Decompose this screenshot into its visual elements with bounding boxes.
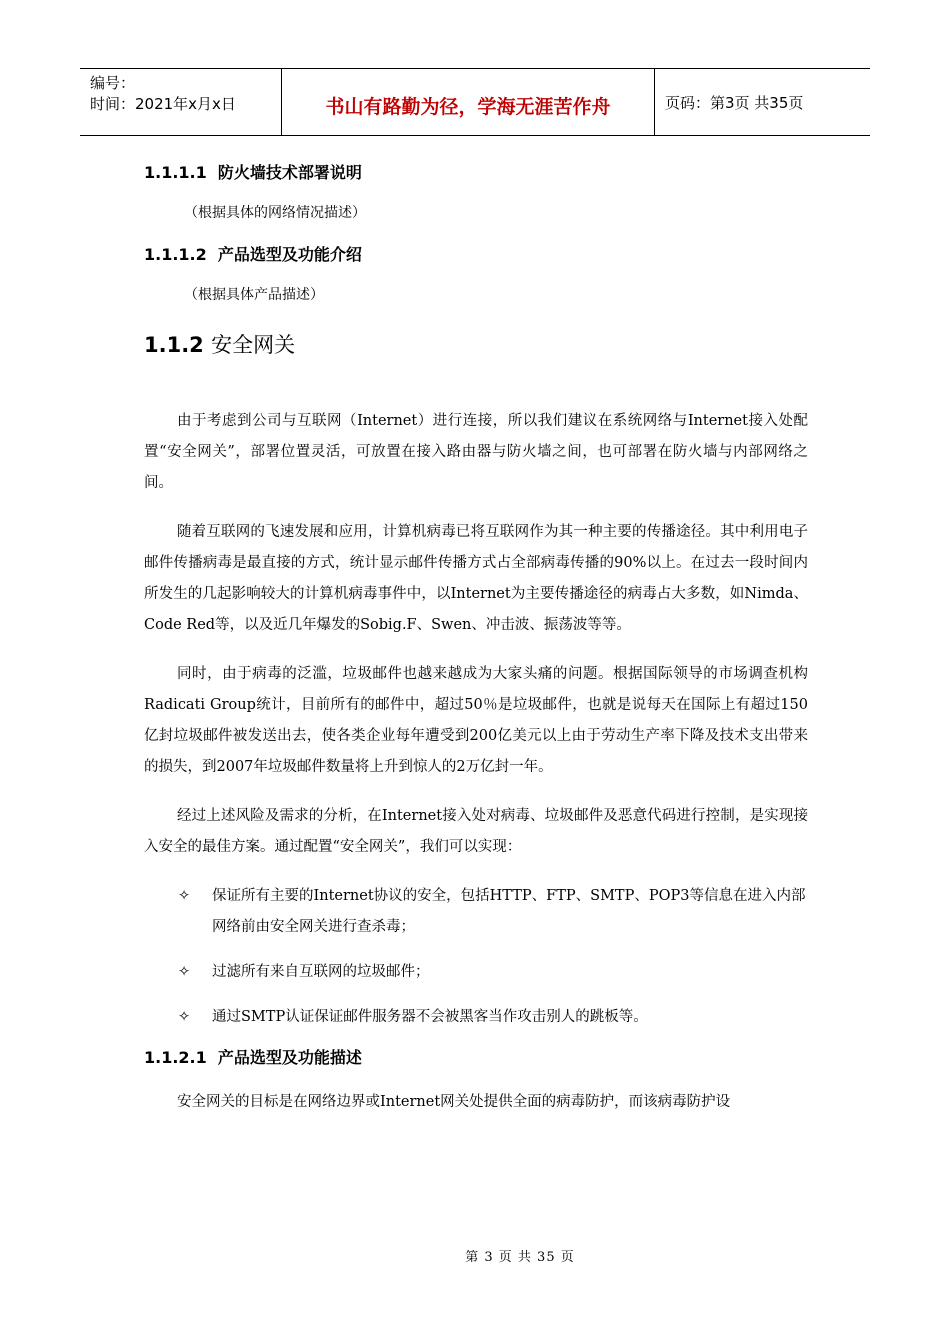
header-number: 编号： [90,74,136,92]
heading-number: 1.1.1.1 [144,163,207,182]
document-body [144,152,808,1136]
heading-title: 产品选型及功能介绍 [217,245,362,264]
benefit-list [144,881,808,1033]
paragraph: 安全网关的目标是在网络边界或Internet网关处提供全面的病毒防护，而该病毒防护设 [177,1094,731,1110]
heading-number: 1.1.2.1 [144,1048,207,1067]
page-footer: 第 3 页 共 35 页 [465,1250,575,1265]
page-header [80,68,870,136]
heading-firewall-deployment [144,162,808,184]
header-page-number: 页码：第3页 共35页 [665,93,804,112]
list-item [144,957,808,988]
header-motto: 书山有路勤为径，学海无涯苦作舟 [282,69,655,135]
heading-title: 产品选型及功能描述 [217,1048,362,1067]
paragraph: 随着互联网的飞速发展和应用，计算机病毒已将互联网作为其一种主要的传播途径。其中利用电子邮件传播病毒是最直接的方式，统计显示邮件传播方式占全部病毒传播的90%以上。在过去一段时间内所发生的几起影响较大的计算机病毒事件中，以Internet为主要传播途径的病毒占大多数，如Nimda、Code Red等，以及近几年爆发的Sobig.F、Swen、冲击波、振荡波等等。 [144,524,808,633]
heading-title: 防火墙技术部署说明 [217,163,362,182]
heading-title: 安全网关 [211,333,296,357]
heading-product-selection [144,244,808,266]
paragraph: 同时，由于病毒的泛滥，垃圾邮件也越来越成为大家头痛的问题。根据国际领导的市场调查机构Radicati Group统计，目前所有的邮件中，超过50％是垃圾邮件，也就是说每天在国际上有超过150亿封垃圾邮件被发送出去，使各类企业每年遭受到200亿美元以上由于劳动生产率下降及技术支出带来的损失，到2007年垃圾邮件数量将上升到惊人的2万亿封一年。 [144,666,808,775]
list-item-text: 过滤所有来自互联网的垃圾邮件； [212,964,430,980]
diamond-bullet-icon: ✧ [178,964,191,980]
header-time: 时间：2021年x月x日 [90,95,236,113]
header-meta [80,69,282,135]
list-item [144,1002,808,1033]
paragraph: 经过上述风险及需求的分析，在Internet接入处对病毒、垃圾邮件及恶意代码进行控制，是实现接入安全的最佳方案。通过配置“安全网关”，我们可以实现： [144,808,808,855]
note-network-description: （根据具体的网络情况描述） [184,205,366,221]
diamond-bullet-icon: ✧ [178,1009,191,1025]
list-item [144,881,808,943]
list-item-text: 通过SMTP认证保证邮件服务器不会被黑客当作攻击别人的跳板等。 [212,1009,648,1025]
heading-number: 1.1.1.2 [144,245,207,264]
note-product-description: （根据具体产品描述） [184,287,324,303]
list-item-text: 保证所有主要的Internet协议的安全，包括HTTP、FTP、SMTP、POP3等信息在进入内部网络前由安全网关进行查杀毒； [212,888,806,935]
paragraph: 由于考虑到公司与互联网（Internet）进行连接，所以我们建议在系统网络与Internet接入处配置“安全网关”，部署位置灵活，可放置在接入路由器与防火墙之间，也可部署在防火墙与内部网络之间。 [144,413,808,491]
heading-security-gateway [144,330,808,360]
heading-gateway-product [144,1047,808,1069]
diamond-bullet-icon: ✧ [178,888,191,904]
heading-number: 1.1.2 [144,333,204,357]
